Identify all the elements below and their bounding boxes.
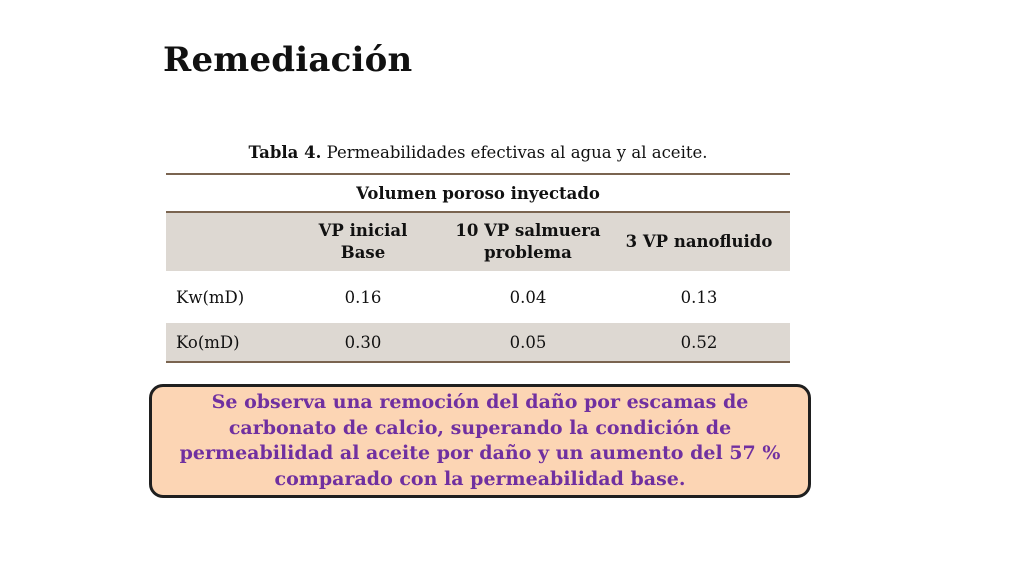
column-header-10vp-salmuera <box>448 212 608 271</box>
table-cell: 0.05 <box>448 323 608 362</box>
table-cell: 0.04 <box>509 287 547 307</box>
slide-title: Remediación <box>163 40 413 80</box>
row-label: Ko(mD) <box>166 323 278 362</box>
column-header-vp-inicial <box>278 212 448 271</box>
table-cell: 0.30 <box>278 323 448 362</box>
table-cell: 0.13 <box>680 287 718 307</box>
column-header-line: Base <box>340 243 386 262</box>
table-row-kw <box>166 271 790 323</box>
table-caption <box>166 143 790 162</box>
permeability-table <box>166 173 790 363</box>
row-label: Kw(mD) <box>176 287 245 307</box>
table-row-ko <box>166 323 790 362</box>
conclusion-text: Se observa una remoción del daño por escamas de carbonato de calcio, superando la condición de permeabilidad al aceite por daño y un aumento del 57 % comparado con la permeabilidad base. <box>179 391 781 490</box>
table-group-header-row <box>166 174 790 212</box>
conclusion-callout <box>149 384 811 498</box>
column-header-3vp-nanofluido <box>608 212 790 271</box>
column-header-line: 10 VP salmuera <box>455 221 601 240</box>
table-column-header-row <box>166 212 790 271</box>
column-header-line: problema <box>484 243 572 262</box>
table-caption-label: Tabla 4. <box>248 143 322 162</box>
column-header-line: VP inicial <box>318 221 408 240</box>
header-empty-cell <box>166 212 278 271</box>
table-cell: 0.52 <box>608 323 790 362</box>
column-header-line: 3 VP nanofluido <box>625 232 773 251</box>
group-header: Volumen poroso inyectado <box>166 174 790 212</box>
table-caption-text: Permeabilidades efectivas al agua y al aceite. <box>321 143 708 162</box>
table-cell: 0.16 <box>344 287 382 307</box>
